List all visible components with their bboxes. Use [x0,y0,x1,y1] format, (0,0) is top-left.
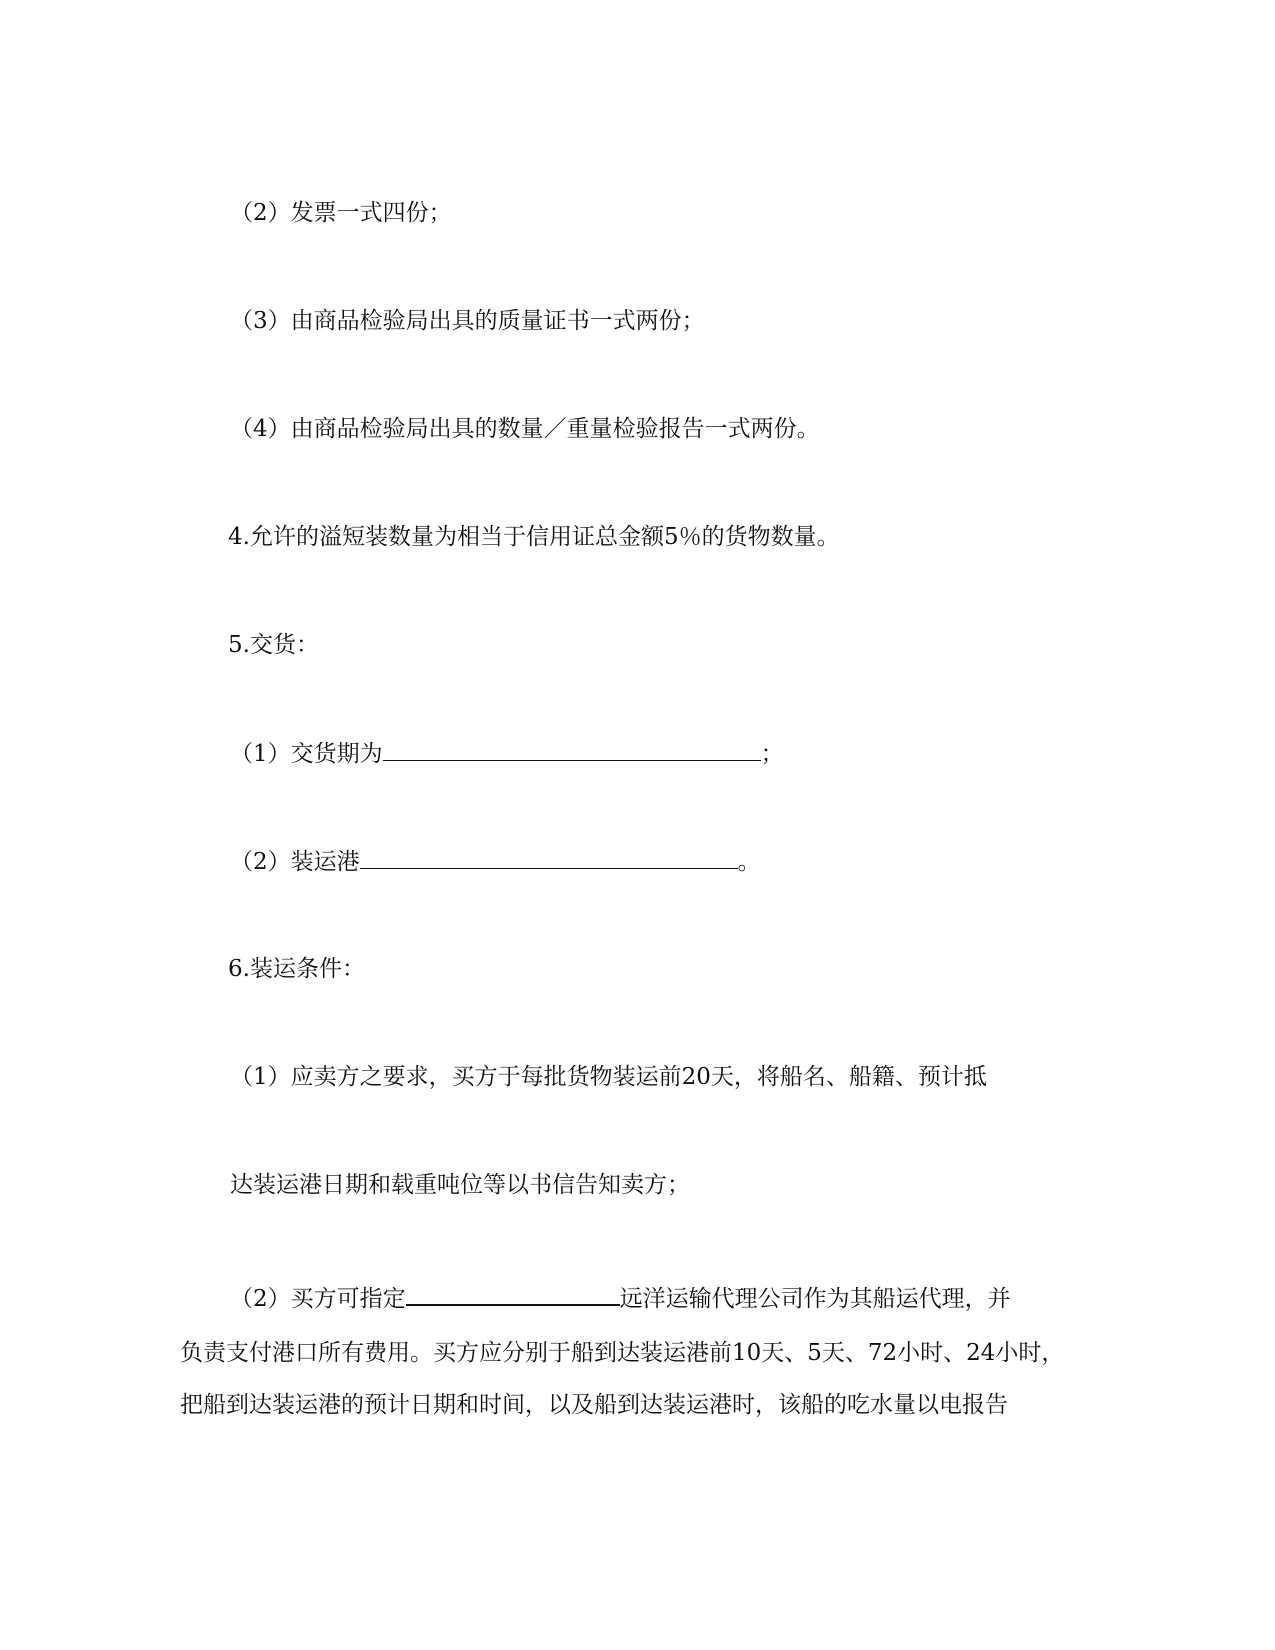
clause-6-2-line-2 [180,1338,1064,1368]
clause-4 [228,522,840,552]
loading-port-blank [360,846,738,869]
clause-text: （4）由商品检验局出具的数量／重量检验报告一式两份。 [230,416,820,442]
clause-text: （2）发票一式四份； [230,200,452,226]
clause-6-heading [228,954,365,984]
clause-text: 负责支付港口所有费用。买方应分别于船到达装运港前10天、5天、72小时、24小时， [180,1340,1065,1366]
section-heading: 5.交货： [228,632,319,658]
section-heading: 6.装运条件： [228,956,365,982]
clause-text: （2）买方可指定 [230,1286,406,1312]
clause-text: 达装运港日期和载重吨位等以书信告知卖方； [230,1172,690,1198]
clause-text: （1）应卖方之要求，买方于每批货物装运前20天，将船名、船籍、预计抵 [230,1064,987,1090]
clause-3-4 [230,414,820,444]
clause-punctuation: ； [760,741,784,767]
clause-punctuation: 。 [737,849,761,875]
clause-text: （2）装运港 [230,849,360,875]
clause-6-2-line-3 [180,1390,1008,1420]
clause-5-2 [230,846,761,877]
clause-5-1 [230,738,784,769]
clause-text: 把船到达装运港的预计日期和时间，以及船到达装运港时，该船的吃水量以电报告 [180,1392,1008,1418]
clause-6-1-line-1 [230,1062,987,1092]
clause-6-2-line-1 [230,1282,1011,1314]
clause-6-1-line-2 [230,1170,690,1200]
clause-text: （3）由商品检验局出具的质量证书一式两份； [230,308,705,334]
delivery-period-blank [383,738,761,761]
clause-text: 4.允许的溢短装数量为相当于信用证总金额5％的货物数量。 [228,524,840,550]
shipping-agent-blank [406,1282,620,1306]
clause-text: （1）交货期为 [230,741,383,767]
clause-3-3 [230,306,705,336]
clause-3-2 [230,198,452,228]
clause-text: 远洋运输代理公司作为其船运代理，并 [619,1286,1011,1312]
clause-5-heading [228,630,319,660]
